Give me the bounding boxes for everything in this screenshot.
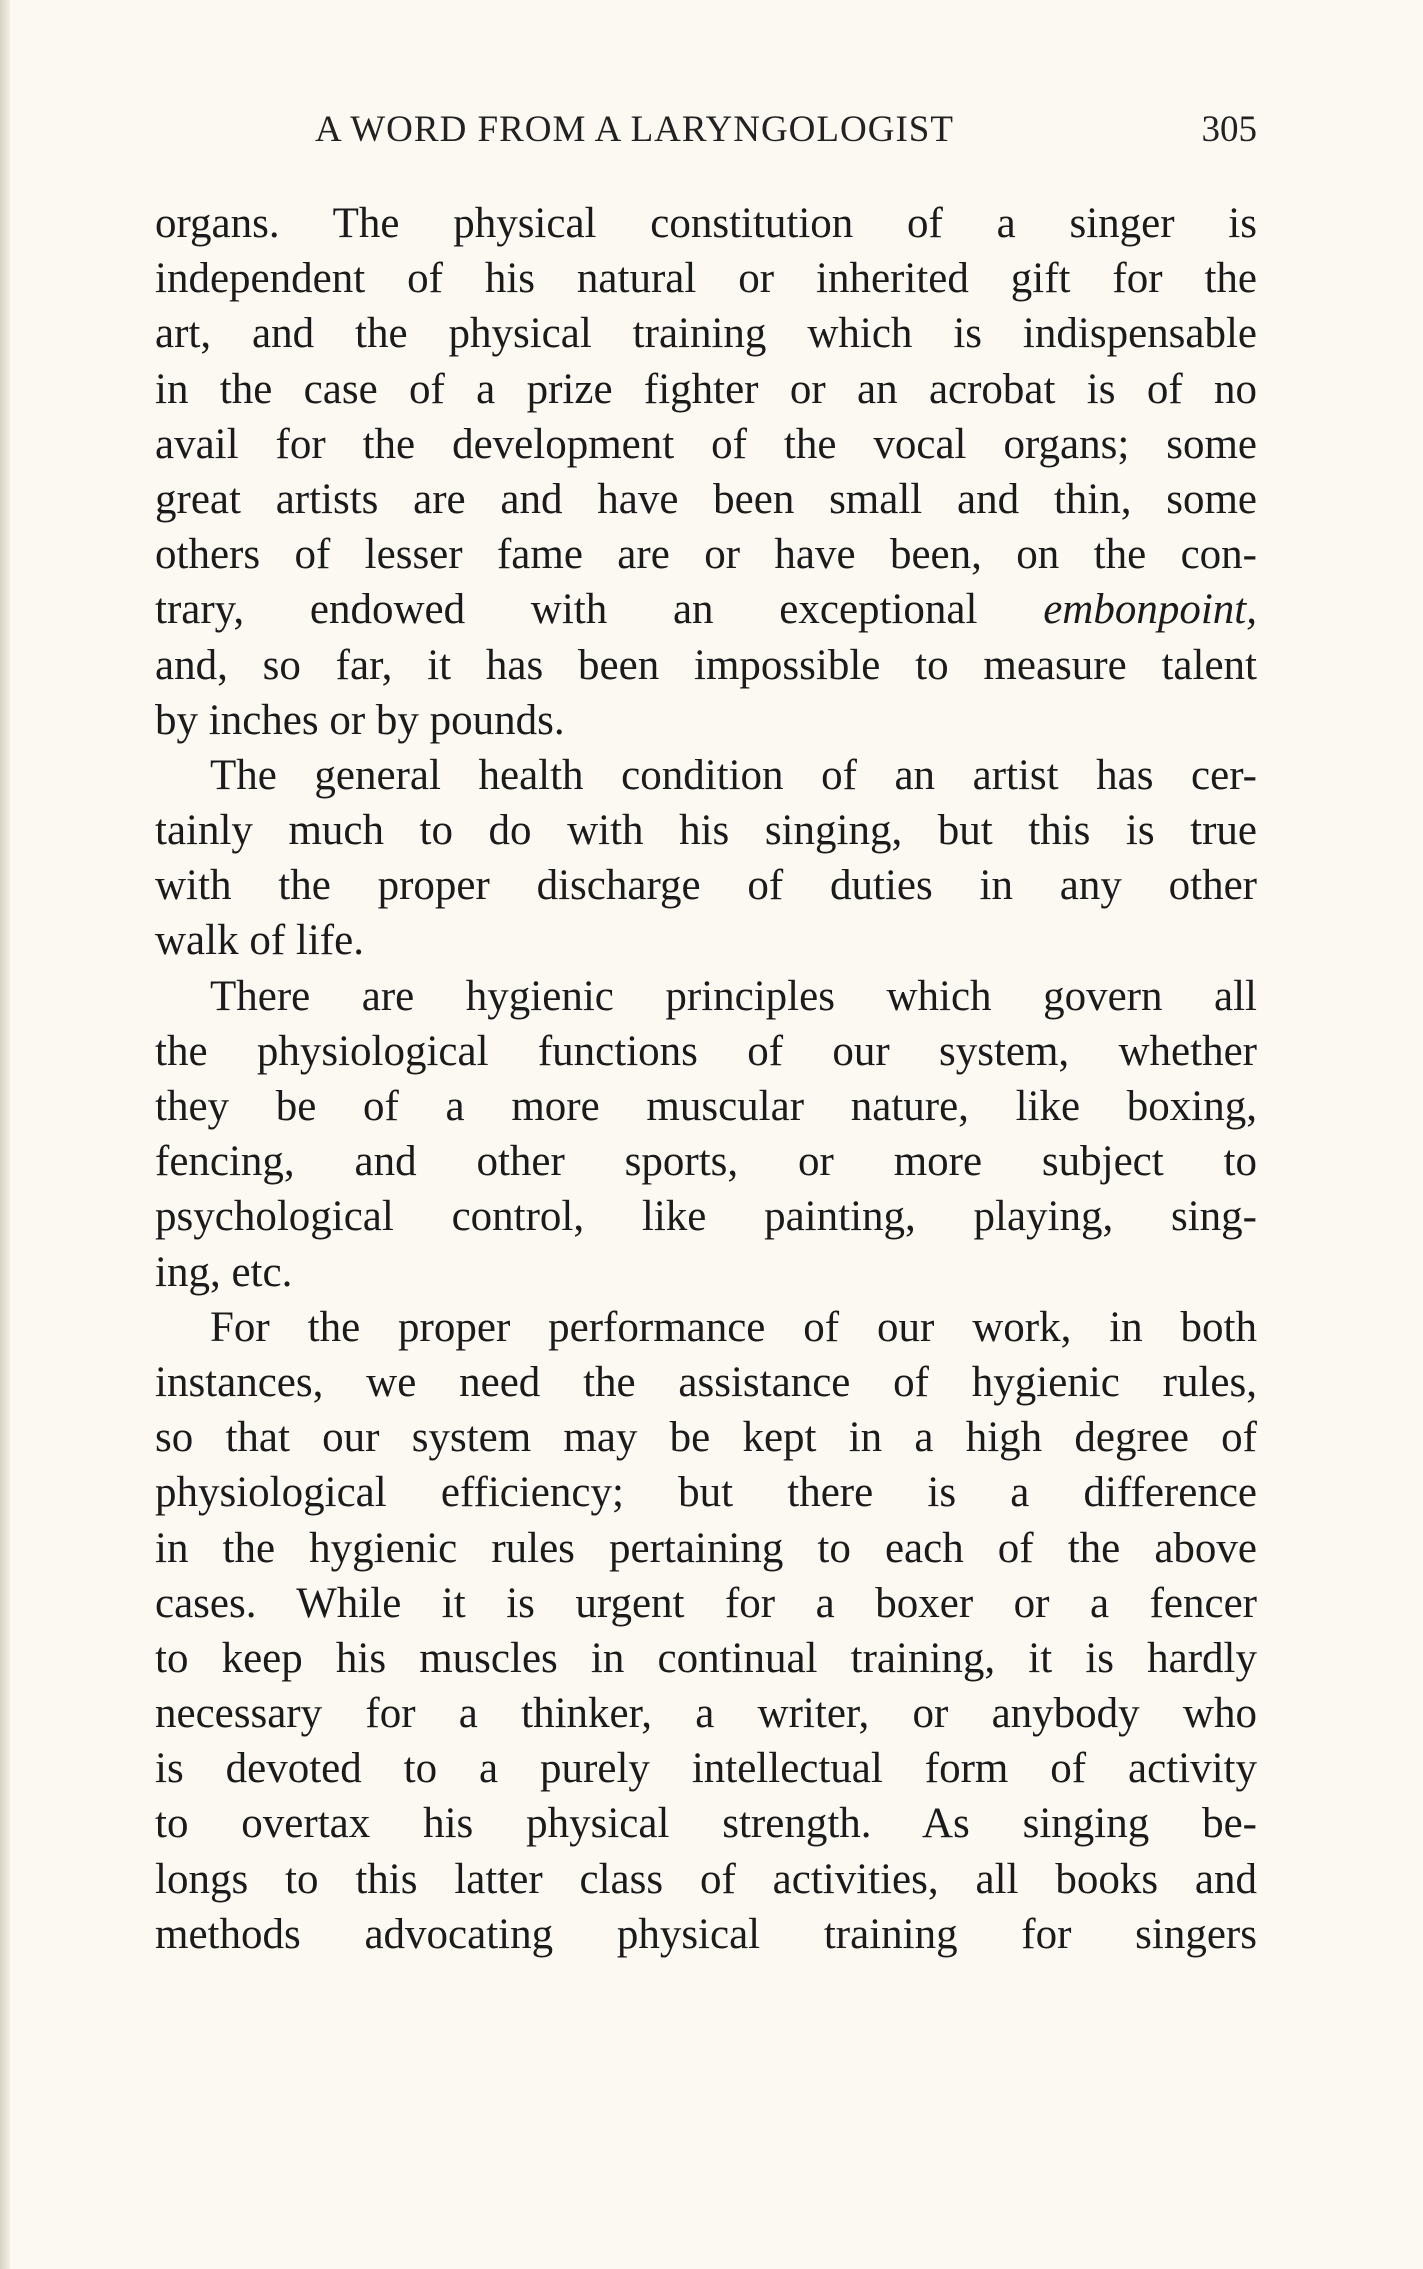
paragraph-1 [155,196,1257,748]
running-head [155,100,1257,160]
text-line: to overtax his physical strength. As singing be- [155,1800,1257,1848]
text-line: walk of life. [155,917,364,965]
italic-term: embonpoint, [1043,586,1257,634]
text-line: cases. While it is urgent for a boxer or a fencer [155,1579,1257,1627]
text-line: others of lesser fame are or have been, on the con- [155,531,1257,579]
text-line: For the proper performance of our work, in both [210,1303,1257,1351]
text-line: fencing, and other sports, or more subject to [155,1138,1257,1186]
paragraph-4 [155,1300,1257,1962]
text-line: the physiological functions of our system, whether [155,1027,1257,1075]
text-line: tainly much to do with his singing, but this is true [155,807,1257,855]
paragraph-2 [155,748,1257,969]
text-line: instances, we need the assistance of hygienic rules, [155,1358,1257,1406]
text-line: necessary for a thinker, a writer, or anybody who [155,1690,1257,1738]
text-line: ing, etc. [155,1248,293,1296]
text-line: avail for the development of the vocal organs; some [155,420,1257,468]
text-line: and, so far, it has been impossible to measure talent [155,641,1257,689]
body-text [155,196,1257,1962]
text-line: longs to this latter class of activities, all books and [155,1855,1257,1903]
text-line: organs. The physical constitution of a singer is [155,200,1257,247]
text-line: art, and the physical training which is indispensable [155,310,1257,358]
text-line: by inches or by pounds. [155,696,565,744]
text-line: independent of his natural or inherited gift for the [155,255,1257,303]
text-line: physiological efficiency; but there is a difference [155,1469,1257,1517]
text-line: so that our system may be kept in a high degree of [155,1414,1257,1462]
text-line: There are hygienic principles which govern all [210,972,1257,1020]
text-line: is devoted to a purely intellectual form of activity [155,1745,1257,1793]
paragraph-3 [155,969,1257,1300]
text-line: to keep his muscles in continual training, it is hardly [155,1634,1257,1682]
page-binding-edge [0,0,10,2269]
text-line: The general health condition of an artist has cer- [210,751,1257,799]
text-line: with the proper discharge of duties in any other [155,862,1257,910]
text-line: they be of a more muscular nature, like boxing, [155,1083,1257,1130]
text-line-with-italic [155,582,1257,637]
running-title: A WORD FROM A LARYNGOLOGIST [315,109,954,150]
page-number: 305 [1201,109,1257,150]
text-line: in the case of a prize fighter or an acrobat is of no [155,365,1257,413]
text-line: methods advocating physical training for singers [155,1910,1257,1958]
text-line: great artists are and have been small and thin, some [155,475,1257,523]
text-line: psychological control, like painting, playing, sing- [155,1193,1257,1241]
text-line: in the hygienic rules pertaining to each of the above [155,1524,1257,1572]
text-segment: trary, endowed with an exceptional [155,586,978,634]
